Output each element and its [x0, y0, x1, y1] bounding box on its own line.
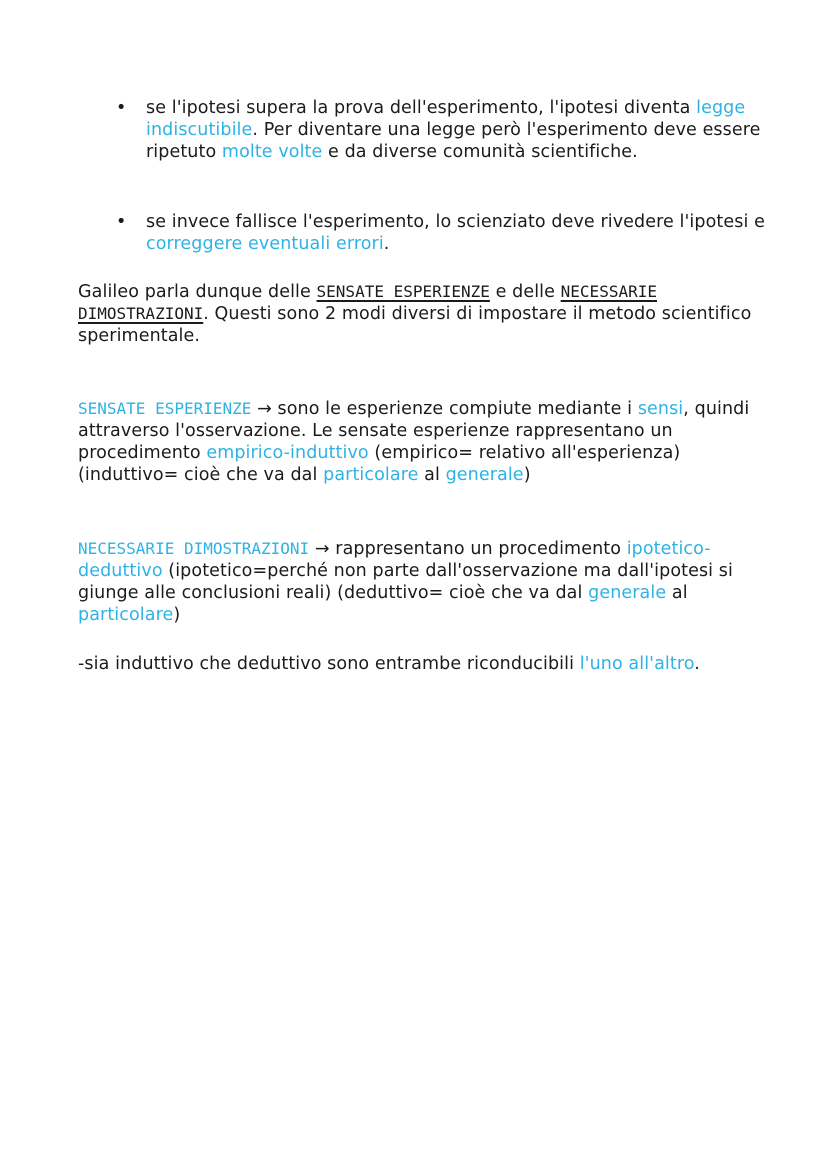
bullet-dot: •: [116, 212, 127, 232]
highlight-molte-volte: molte volte: [221, 142, 323, 162]
highlight-correggere-errori: correggere eventuali errori: [146, 234, 384, 254]
highlight-luno-allaltro: l'uno all'altro: [579, 654, 695, 674]
term-sensate-esperienze: SENSATE ESPERIENZE: [316, 282, 490, 301]
highlight-ipotetico-deduttivo: ipotetico-deduttivo: [78, 539, 711, 581]
arrow-icon: →: [314, 539, 330, 559]
bullet-item-success: [116, 97, 766, 163]
highlight-generale: generale: [445, 465, 524, 485]
arrow-icon: →: [257, 399, 272, 419]
highlight-particolare: particolare: [78, 605, 174, 625]
bullet-text: se invece fallisce l'esperimento, lo scienziato deve rivedere l'ipotesi e correggere eventuali errori.: [146, 212, 765, 254]
term-heading-necessarie: NECESSARIE DIMOSTRAZIONI: [78, 539, 310, 558]
term-heading-sensate: SENSATE ESPERIENZE: [78, 399, 252, 418]
highlight-empirico-induttivo: empirico-induttivo: [206, 443, 369, 463]
intro-paragraph: Galileo parla dunque delle SENSATE ESPERIENZE e delle NECESSARIE DIMOSTRAZIONI. Questi sono 2 modi diversi di impostare il metodo scientifico sperimentale.: [78, 282, 752, 346]
highlight-legge-indiscutibile: legge indiscutibile: [146, 98, 746, 140]
sensate-esperienze-paragraph: SENSATE ESPERIENZE → sono le esperienze compiute mediante i sensi, quindi attraverso l'osservazione. Le sensate esperienze rappresentano un procedimento empirico-induttivo (empirico= relativo all'esperienza) (induttivo= cioè che va dal particolare al generale): [78, 399, 750, 485]
bullet-text: se l'ipotesi supera la prova dell'esperimento, l'ipotesi diventa legge indiscutibile. Per diventare una legge però l'esperimento deve essere ripetuto molte volte e da diverse comunità scientifiche.: [146, 98, 761, 162]
highlight-sensi: sensi: [637, 399, 684, 419]
closing-paragraph: -sia induttivo che deduttivo sono entrambe riconducibili l'uno all'altro.: [78, 654, 700, 674]
highlight-particolare: particolare: [323, 465, 419, 485]
bullet-dot: •: [116, 98, 127, 118]
bullet-item-failure: [116, 211, 766, 255]
term-necessarie-dimostrazioni: NECESSARIE DIMOSTRAZIONI: [78, 282, 657, 323]
necessarie-dimostrazioni-paragraph: NECESSARIE DIMOSTRAZIONI → rappresentano un procedimento ipotetico-deduttivo (ipotetico=perché non parte dall'osservazione ma dall'ipotesi si giunge alle conclusioni reali) (deduttivo= cioè che va dal generale al particolare): [78, 539, 733, 625]
highlight-generale: generale: [588, 583, 667, 603]
